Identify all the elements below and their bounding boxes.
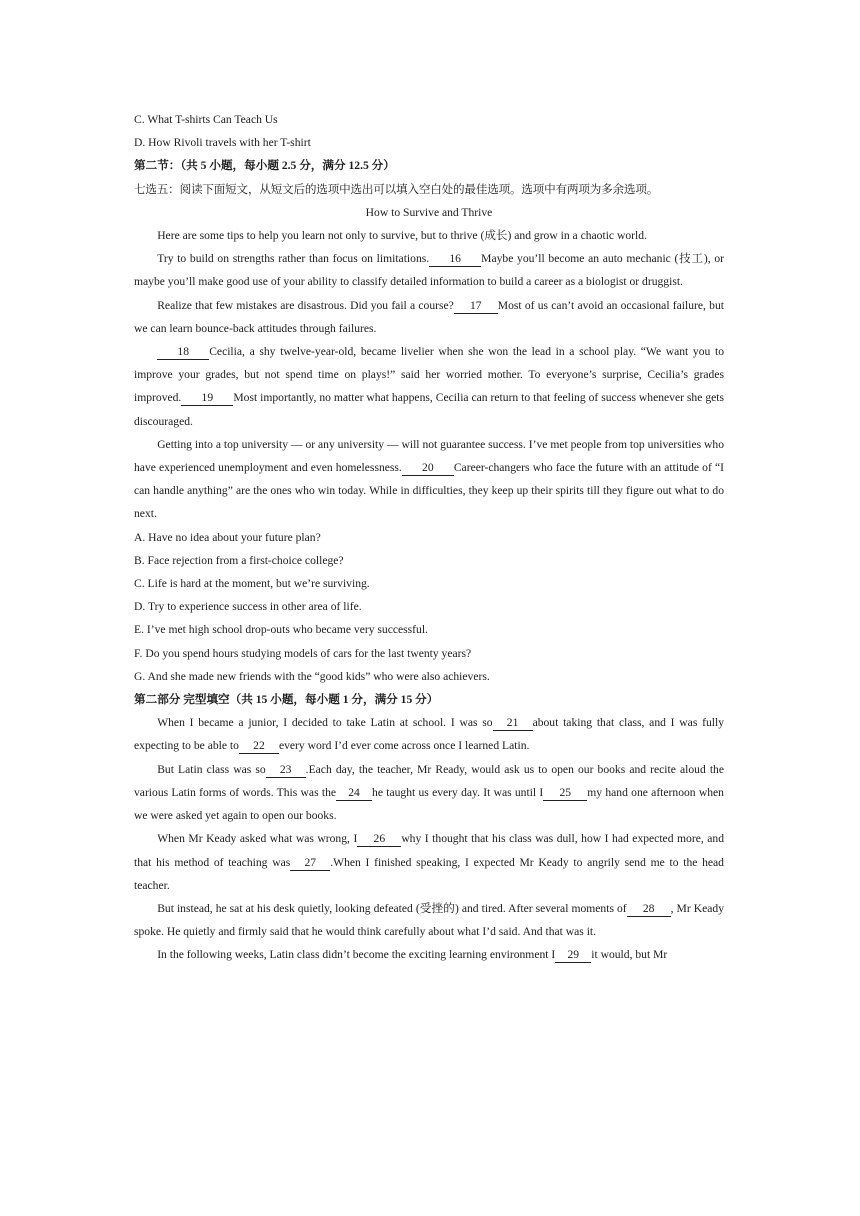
blank-19: 19 [181,391,233,406]
cloze-paragraph-2: But Latin class was so 23 .Each day, the teacher, Mr Ready, would ask us to open our books and recite aloud the various Latin forms of words. This was the 24 he taught us every day. It was until I 25 my hand one afternoon when we were asked yet again to open our books. [134,762,725,823]
option-c: C. Life is hard at the moment, but we’re surviving. [134,577,370,591]
section-heading: 第二节：（共 5 小题，每小题 2.5 分，满分 12.5 分） [134,159,395,173]
option-c-previous: C. What T-shirts Can Teach Us [134,113,278,126]
exam-page [134,108,724,967]
cloze-paragraph-1: When I became a junior, I decided to take Latin at school. I was so 21 about taking that class, and I was fully expecting to be able to 22 every word I’d ever come across once I learned Latin. [134,716,725,753]
cloze-paragraph-5: In the following weeks, Latin class didn’t become the exciting learning environment I 29 it would, but Mr [157,948,668,962]
blank-18: 18 [157,345,209,360]
cloze-paragraph-3: When Mr Keady asked what was wrong, I 26 why I thought that his class was dull, how I had expected more, and that his method of teaching was 27 .When I finished speaking, I expected Mr Keady to angrily send me to the head teacher. [134,832,724,892]
option-a: A. Have no idea about your future plan? [134,530,321,544]
paragraph-strengths: Try to build on strengths rather than focus on limitations. 16 Maybe you’ll become an auto mechanic (技工), or maybe you’ll make good use of your ability to classify detailed information to build a career as a biologist or druggist. [134,252,724,289]
option-b: B. Face rejection from a first-choice college? [134,553,344,567]
passage-title: How to Survive and Thrive [365,205,493,219]
blank-21: 21 [493,716,533,731]
paragraph-mistakes: Realize that few mistakes are disastrous. Did you fail a course? 17 Most of us can’t avoid an occasional failure, but we can learn bounce-back attitudes through failures. [134,298,724,335]
blank-26: 26 [357,832,401,847]
option-d-previous: D. How Rivoli travels with her T-shirt [134,136,311,150]
option-d: D. Try to experience success in other area of life. [134,600,362,614]
section-instruction: 七选五：阅读下面短文，从短文后的选项中选出可以填入空白处的最佳选项。选项中有两项为多余选项。 [134,182,659,196]
blank-17: 17 [454,299,498,314]
option-e: E. I’ve met high school drop-outs who became very successful. [134,623,428,637]
blank-20: 20 [402,461,454,476]
part-heading: 第二部分 完型填空（共 15 小题，每小题 1 分，满分 15 分） [134,693,439,707]
option-f: F. Do you spend hours studying models of cars for the last twenty years? [134,646,472,660]
blank-16: 16 [429,252,481,267]
paragraph-intro: Here are some tips to help you learn not only to survive, but to thrive (成长) and grow in a chaotic world. [157,229,647,243]
blank-25: 25 [543,786,587,801]
blank-23: 23 [266,763,306,778]
blank-24: 24 [336,786,372,801]
blank-28: 28 [627,902,671,917]
cloze-paragraph-4: But instead, he sat at his desk quietly, looking defeated (受挫的) and tired. After several moments of 28 , Mr Keady spoke. He quietly and firmly said that he would think carefully about what I’d said. And that was it. [134,901,725,939]
blank-29: 29 [555,948,591,963]
blank-22: 22 [239,739,279,754]
paragraph-university: Getting into a top university — or any university — will not guarantee success. I’ve met people from top universities who have experienced unemployment and even homelessness. 20 Career-changers who face the future with an attitude of “I can handle anything” are the ones who win today. While in difficulties, they keep up their spirits till they figure out what to do next. [134,437,724,521]
paragraph-cecilia: 18 Cecilia, a shy twelve-year-old, became livelier when she won the lead in a school play. “We want you to improve your grades, but not spend time on plays!” said her worried mother. To everyone’s surprise, Cecilia’s grades improved. 19 Most importantly, no matter what happens, Cecilia can return to that feeling of success whenever she gets discouraged. [134,345,724,428]
option-g: G. And she made new friends with the “good kids” who were also achievers. [134,669,490,683]
blank-27: 27 [290,856,330,871]
